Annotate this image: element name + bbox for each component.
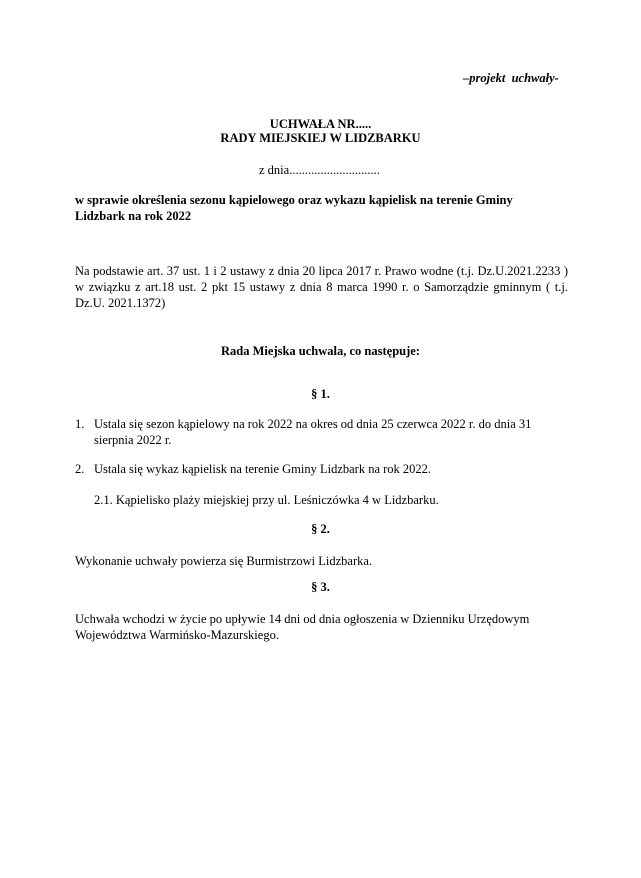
council-name: RADY MIEJSKIEJ W LIDZBARKU (220, 131, 421, 145)
section-2-text: Wykonanie uchwały powierza się Burmistrzowi Lidzbarka. (75, 554, 373, 568)
section-3-heading: § 3. (311, 580, 330, 594)
section-3-text: Uchwała wchodzi w życie po upływie 14 dni od dnia ogłoszenia w Dzienniku Urzędowym Województwa Warmińsko-Mazurskiego. (75, 612, 530, 642)
section-2-heading: § 2. (311, 522, 330, 536)
date-line: z dnia............................. (259, 163, 380, 177)
resolution-subject: w sprawie określenia sezonu kąpielowego oraz wykazu kąpielisk na terenie Gminy Lidzbark na rok 2022 (75, 193, 513, 223)
resolution-intro: Rada Miejska uchwala, co następuje: (221, 344, 420, 358)
legal-basis: Na podstawie art. 37 ust. 1 i 2 ustawy z dnia 20 lipca 2017 r. Prawo wodne (t.j. Dz.U.2021.2233 ) w związku z art.18 ust. 2 pkt 15 ustawy z dnia 8 marca 1990 r. o Samorządzie gminnym ( t.j. Dz.U. 2021.1372) (75, 264, 568, 310)
draft-label: –projekt uchwały- (463, 71, 559, 85)
sub-item: 2.1. Kąpielisko plaży miejskiej przy ul. Leśniczówka 4 w Lidzbarku. (94, 493, 439, 507)
resolution-title: UCHWAŁA NR..... (269, 117, 372, 131)
section-1-heading: § 1. (311, 387, 330, 401)
list-item (75, 416, 555, 448)
list-item-text: Ustala się sezon kąpielowy na rok 2022 na okres od dnia 25 czerwca 2022 r. do dnia 31 sierpnia 2022 r. (94, 417, 532, 447)
list-item-text: Ustala się wykaz kąpielisk na terenie Gminy Lidzbark na rok 2022. (94, 462, 432, 476)
list-item (75, 461, 555, 477)
list-item-number: 2. (75, 462, 85, 476)
list-item-number: 1. (75, 417, 85, 431)
